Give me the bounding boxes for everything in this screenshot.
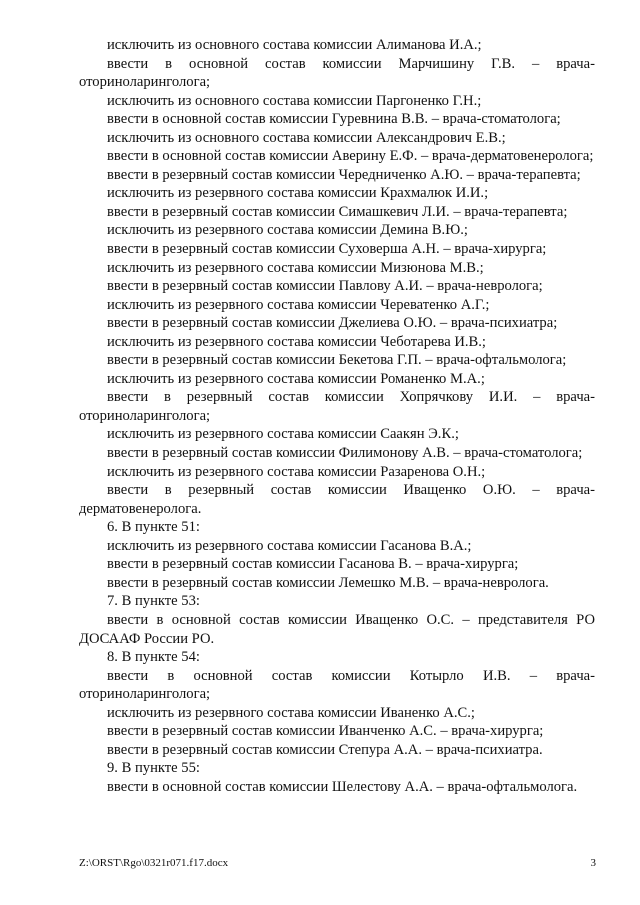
section-heading: 6. В пункте 51: bbox=[107, 519, 200, 536]
page-number: 3 bbox=[590, 857, 596, 869]
paragraph: ввести в основной состав комиссии Котырло И.В. – врача-оториноларинголога; bbox=[79, 667, 595, 703]
paragraph: исключить из основного состава комиссии Паргоненко Г.Н.; bbox=[107, 92, 482, 109]
paragraph: исключить из резервного состава комиссии Разаренова О.Н.; bbox=[107, 463, 486, 480]
paragraph: ввести в основной состав комиссии Шелестову А.А. – врача-офтальмолога. bbox=[107, 778, 578, 795]
paragraph: ввести в резервный состав комиссии Бекетова Г.П. – врача-офтальмолога; bbox=[107, 352, 567, 369]
paragraph: исключить из резервного состава комиссии Гасанова В.А.; bbox=[107, 537, 472, 554]
paragraph: ввести в резервный состав комиссии Павлову А.И. – врача-невролога; bbox=[107, 278, 543, 295]
paragraph: ввести в резервный состав комиссии Симашкевич Л.И. – врача-терапевта; bbox=[107, 203, 568, 220]
paragraph: ввести в резервный состав комиссии Лемешко М.В. – врача-невролога. bbox=[107, 574, 549, 591]
paragraph: ввести в резервный состав комиссии Иванченко А.С. – врача-хирурга; bbox=[107, 723, 544, 740]
paragraph: исключить из резервного состава комиссии Мизюнова М.В.; bbox=[107, 259, 484, 276]
paragraph: ввести в резервный состав комиссии Филимонову А.В. – врача-стоматолога; bbox=[107, 445, 583, 462]
paragraph: исключить из резервного состава комиссии Череватенко А.Г.; bbox=[107, 296, 490, 313]
paragraph: исключить из основного состава комиссии Александрович Е.В.; bbox=[107, 129, 506, 146]
paragraph: исключить из резервного состава комиссии Крахмалюк И.И.; bbox=[107, 185, 489, 202]
document-body bbox=[79, 36, 595, 796]
paragraph: исключить из резервного состава комиссии Демина В.Ю.; bbox=[107, 222, 468, 239]
paragraph: ввести в основной состав комиссии Иващенко О.С. – представителя РО ДОСААФ России РО. bbox=[79, 611, 595, 647]
paragraph: исключить из резервного состава комиссии Саакян Э.К.; bbox=[107, 426, 459, 443]
paragraph: исключить из резервного состава комиссии Иваненко А.С.; bbox=[107, 704, 475, 721]
paragraph: ввести в основной состав комиссии Аверину Е.Ф. – врача-дерматовенеролога; bbox=[107, 148, 594, 165]
paragraph: ввести в резервный состав комиссии Иващенко О.Ю. – врача-дерматовенеролога. bbox=[79, 482, 595, 517]
paragraph: исключить из резервного состава комиссии Романенко М.А.; bbox=[107, 370, 485, 387]
paragraph: исключить из резервного состава комиссии Чеботарева И.В.; bbox=[107, 333, 486, 350]
paragraph: ввести в основной состав комиссии Марчишину Г.В. – врача-оториноларинголога; bbox=[79, 55, 595, 91]
section-heading: 9. В пункте 55: bbox=[107, 760, 200, 777]
section-heading: 8. В пункте 54: bbox=[107, 649, 200, 666]
paragraph: ввести в основной состав комиссии Гуревнина В.В. – врача-стоматолога; bbox=[107, 111, 561, 128]
paragraph: исключить из основного состава комиссии Алиманова И.А.; bbox=[107, 37, 482, 53]
paragraph: ввести в резервный состав комиссии Хопрячкову И.И. – врача-оториноларинголога; bbox=[79, 389, 595, 424]
paragraph: ввести в резервный состав комиссии Джелиева О.Ю. – врача-психиатра; bbox=[107, 315, 558, 332]
paragraph: ввести в резервный состав комиссии Гасанова В. – врача-хирурга; bbox=[107, 556, 519, 573]
paragraph: ввести в резервный состав комиссии Степура А.А. – врача-психиатра. bbox=[107, 741, 543, 758]
paragraph: ввести в резервный состав комиссии Суховерша А.Н. – врача-хирурга; bbox=[107, 241, 547, 258]
footer-file-path: Z:\ORST\Rgo\0321r071.f17.docx bbox=[79, 857, 229, 869]
section-heading: 7. В пункте 53: bbox=[107, 593, 200, 610]
paragraph: ввести в резервный состав комиссии Чередниченко А.Ю. – врача-терапевта; bbox=[107, 166, 581, 183]
